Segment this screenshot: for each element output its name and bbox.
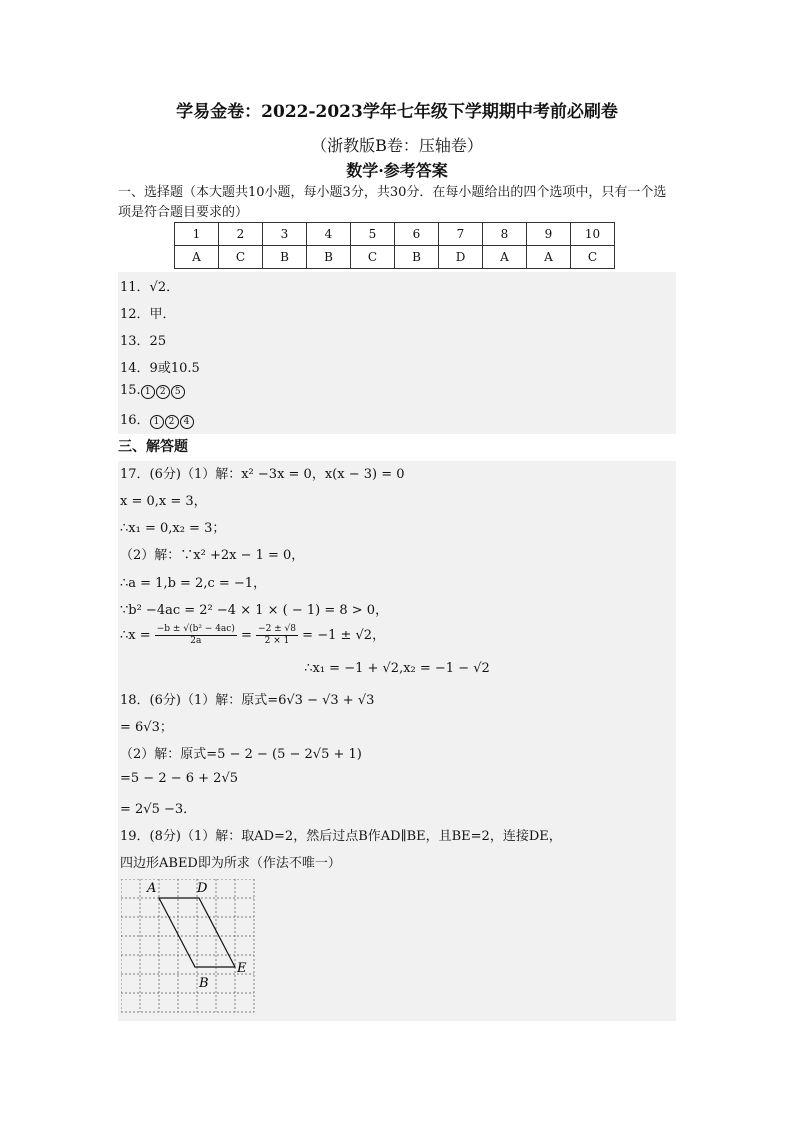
q16-prefix: 16． bbox=[120, 413, 150, 428]
sol-19-line2: 四边形ABED即为所求（作法不唯一） bbox=[120, 856, 341, 871]
question-number-cell: 1 bbox=[175, 223, 219, 246]
question-number-cell: 4 bbox=[307, 223, 351, 246]
answer-cell: C bbox=[219, 246, 263, 269]
question-number-cell: 6 bbox=[395, 223, 439, 246]
section1-heading: 一、选择题（本大题共10小题，每小题3分，共30分．在每小题给出的四个选项中，只有一个选项是符合题目要求的） bbox=[118, 185, 667, 220]
q16-circles bbox=[150, 413, 195, 428]
circled-number: 1 bbox=[141, 385, 155, 399]
sol-17-result: = −1 ± √2， bbox=[298, 628, 386, 643]
answer-cell: C bbox=[571, 246, 615, 269]
circled-number: 2 bbox=[165, 415, 179, 429]
substituted-fraction bbox=[256, 624, 298, 647]
q13-answer: 13．25 bbox=[120, 334, 167, 349]
q11-answer: 11．√2． bbox=[120, 280, 180, 295]
vertex-b-label: B bbox=[199, 976, 209, 991]
circled-number: 4 bbox=[180, 415, 194, 429]
question-number-cell: 9 bbox=[527, 223, 571, 246]
question-number-cell: 2 bbox=[219, 223, 263, 246]
sol-17-line8: ∴x₁ = −1 + √2,x₂ = −1 − √2 bbox=[304, 661, 490, 676]
answer-table bbox=[174, 222, 615, 269]
circled-number: 1 bbox=[150, 415, 164, 429]
circled-number: 2 bbox=[156, 385, 170, 399]
question-number-cell: 7 bbox=[439, 223, 483, 246]
q16-answer bbox=[120, 409, 195, 429]
sol-17-line1: 17．(6分)（1）解：x² −3x = 0，x(x − 3) = 0 bbox=[120, 467, 405, 482]
equals-sign: = bbox=[236, 628, 257, 643]
quadratic-formula-fraction bbox=[155, 624, 237, 647]
answer-cell: C bbox=[351, 246, 395, 269]
sol-17-line3: ∴x₁ = 0,x₂ = 3； bbox=[120, 521, 226, 536]
answer-cell: A bbox=[483, 246, 527, 269]
answer-cell: B bbox=[307, 246, 351, 269]
q15-circles bbox=[141, 383, 186, 398]
fill-answers-panel bbox=[118, 272, 676, 434]
parallelogram-grid-figure bbox=[121, 879, 255, 1013]
answer-table-answers-row bbox=[175, 246, 615, 269]
answer-table-numbers-row bbox=[175, 223, 615, 246]
sol-18-line4: =5 − 2 − 6 + 2√5 bbox=[120, 771, 239, 786]
question-number-cell: 3 bbox=[263, 223, 307, 246]
vertex-e-label: E bbox=[237, 961, 247, 976]
sol-17-line2: x = 0,x = 3， bbox=[120, 494, 207, 509]
answer-cell: A bbox=[175, 246, 219, 269]
sol-17-line5: ∴a = 1,b = 2,c = −1， bbox=[120, 576, 267, 591]
q14-answer: 14．9或10.5 bbox=[120, 361, 200, 376]
sol-17-line7 bbox=[120, 624, 385, 647]
sol-17-x-prefix: ∴x = bbox=[120, 628, 155, 643]
fraction-denominator: 2a bbox=[190, 636, 202, 646]
circled-number: 5 bbox=[171, 385, 185, 399]
vertex-a-label: A bbox=[147, 881, 157, 896]
vertex-d-label: D bbox=[197, 881, 208, 896]
answer-cell: D bbox=[439, 246, 483, 269]
page-title: 学易金卷：2022-2023学年七年级下学期期中考前必刷卷 bbox=[176, 102, 618, 122]
answer-cell: B bbox=[395, 246, 439, 269]
sol-17-line6: ∵b² −4ac = 2² −4 × 1 × ( − 1) = 8 > 0， bbox=[120, 603, 389, 618]
sol-18-line2: = 6√3； bbox=[120, 720, 173, 735]
q15-answer bbox=[120, 383, 186, 399]
question-number-cell: 5 bbox=[351, 223, 395, 246]
fraction-denominator: 2 × 1 bbox=[264, 636, 290, 646]
fraction-numerator: −2 ± √8 bbox=[258, 624, 297, 634]
q12-answer: 12．甲． bbox=[120, 307, 176, 322]
question-number-cell: 10 bbox=[571, 223, 615, 246]
fraction-numerator: −b ± √(b² − 4ac) bbox=[156, 624, 235, 634]
sol-18-line5: = 2√5 −3． bbox=[120, 802, 197, 817]
answer-cell: B bbox=[263, 246, 307, 269]
q15-prefix: 15. bbox=[120, 383, 141, 398]
section3-heading: 三、解答题 bbox=[118, 439, 188, 455]
doc-title: 数学·参考答案 bbox=[346, 161, 448, 180]
sol-17-line4: （2）解：∵x² +2x − 1 = 0， bbox=[120, 548, 305, 563]
page-subtitle: （浙教版B卷：压轴卷） bbox=[311, 136, 483, 155]
answer-cell: A bbox=[527, 246, 571, 269]
question-number-cell: 8 bbox=[483, 223, 527, 246]
sol-18-line1: 18．(6分)（1）解：原式=6√3 − √3 + √3 bbox=[120, 693, 375, 708]
sol-19-line1: 19．(8分)（1）解：取AD=2，然后过点B作AD∥BE，且BE=2，连接DE， bbox=[120, 829, 562, 844]
sol-18-line3: （2）解：原式=5 − 2 − (5 − 2√5 + 1) bbox=[120, 747, 362, 762]
